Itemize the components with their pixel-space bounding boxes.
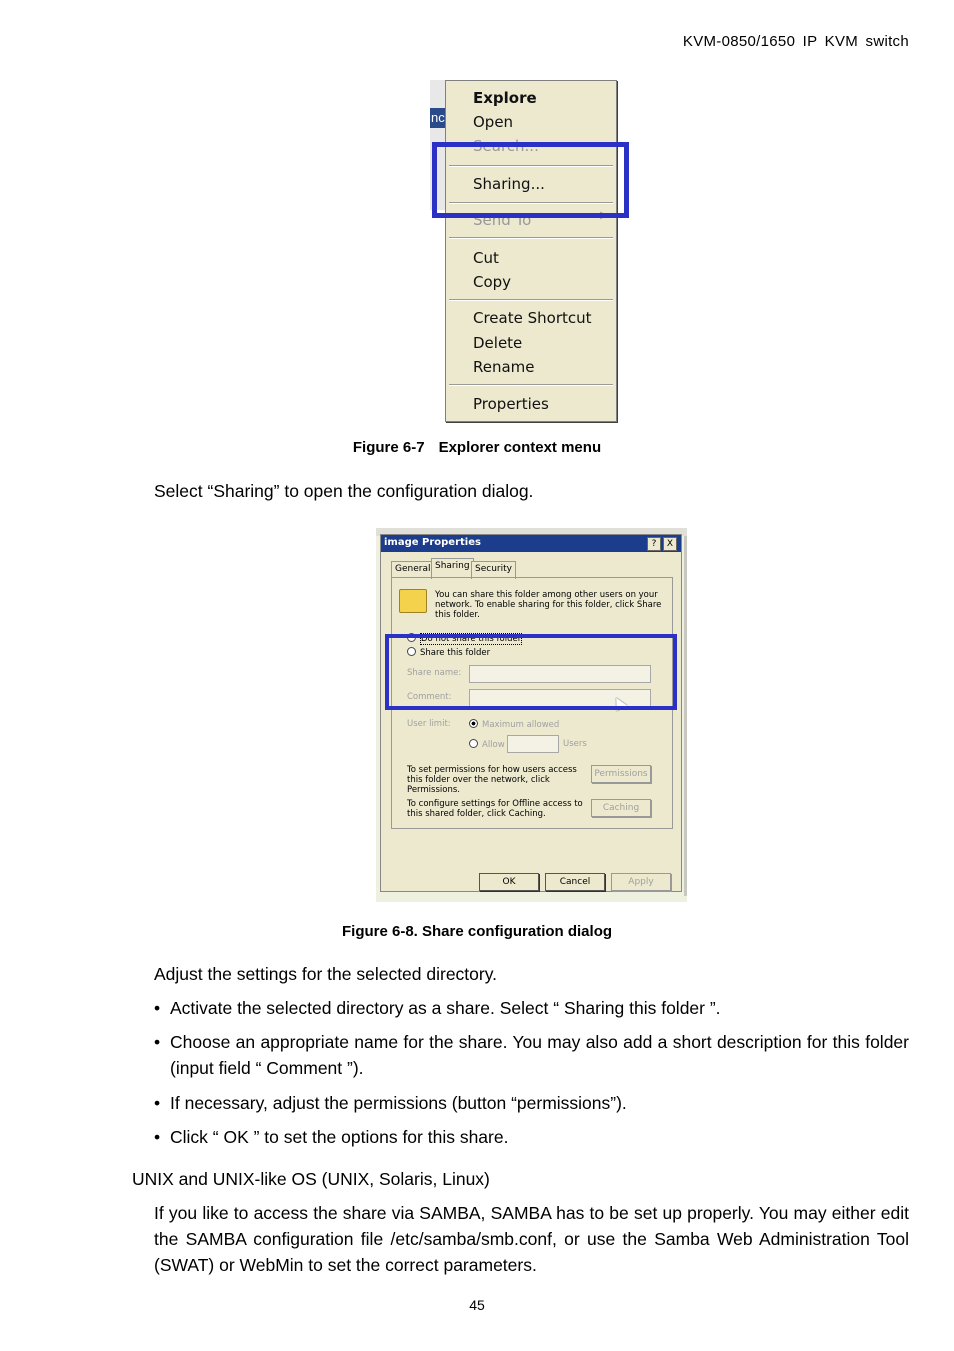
radio-maximum-allowed[interactable] (469, 719, 559, 730)
properties-dialog (380, 534, 682, 892)
menu-item-rename[interactable]: Rename (473, 358, 535, 376)
menu-item-sharing[interactable]: Sharing... (473, 175, 545, 193)
dialog-titlebar (381, 535, 681, 552)
bullet-text: If necessary, adjust the permissions (button “permissions”). (170, 1093, 627, 1113)
user-count-stepper[interactable] (507, 735, 559, 753)
paragraph-adjust-settings: Adjust the settings for the selected directory. (154, 964, 498, 984)
share-dialog-figure (376, 528, 687, 902)
menu-item-properties[interactable]: Properties (473, 395, 549, 413)
menu-item-cut[interactable]: Cut (473, 249, 499, 267)
paragraph-select-sharing: Select “Sharing” to open the configuration dialog. (154, 481, 534, 501)
radio-button-icon (469, 719, 478, 728)
tab-general[interactable]: General (391, 561, 434, 579)
figure-number: Figure 6-7 (352, 439, 425, 456)
menu-separator (449, 299, 613, 301)
bullet-mark: • (154, 1127, 161, 1147)
bullet-text: Activate the selected directory as a share. Select “ Sharing this folder ”. (170, 998, 721, 1018)
menu-item-create-shortcut[interactable]: Create Shortcut (473, 309, 592, 327)
share-name-label: Share name: (407, 668, 462, 678)
sharing-highlight-box (432, 142, 629, 218)
figure-caption-text: Explorer context menu (438, 439, 602, 456)
bullet-text: Click “ OK ” to set the options for this share. (170, 1127, 509, 1147)
page-number: 45 (469, 1297, 485, 1313)
menu-item-delete[interactable]: Delete (473, 334, 523, 352)
bullet-item (154, 1090, 909, 1116)
page-header: KVM-0850/1650 IP KVM switch (682, 33, 909, 50)
bullet-text: Choose an appropriate name for the share. You may also add a short description for this folder (input field “ Comment ”). (170, 1032, 909, 1078)
user-limit-label: User limit: (407, 719, 451, 729)
shared-folder-icon (399, 589, 427, 613)
bullet-item (154, 1124, 909, 1150)
bullet-mark: • (154, 1093, 161, 1113)
background-window-edge (684, 536, 687, 896)
permissions-info-text: To set permissions for how users access this folder over the network, click Permissions. (407, 765, 577, 795)
menu-separator (449, 384, 613, 386)
menu-item-send-to[interactable]: Send To (473, 211, 532, 229)
menu-item-open[interactable]: Open (473, 113, 514, 131)
radio-allow[interactable] (469, 739, 505, 750)
apply-button[interactable]: Apply (611, 873, 671, 891)
tab-security[interactable]: Security (471, 561, 516, 579)
bullet-item (154, 1029, 909, 1081)
menu-item-search[interactable]: Search... (473, 137, 539, 155)
menu-item-copy[interactable]: Copy (473, 273, 512, 291)
radio-allow-label: Allow (482, 740, 505, 750)
radio-button-icon (469, 739, 478, 748)
close-button[interactable]: X (663, 537, 677, 551)
caching-button[interactable]: Caching (591, 799, 651, 817)
sharing-intro-text: You can share this folder among other users on your network. To enable sharing for this folder, click Share this folder. (435, 590, 662, 620)
figure-caption-6-7 (0, 439, 954, 456)
help-button[interactable]: ? (647, 537, 661, 551)
caching-info-text: To configure settings for Offline access to this shared folder, click Caching. (407, 799, 583, 819)
comment-label: Comment: (407, 692, 452, 702)
radio-do-not-share-label: Do not share this folder (421, 634, 522, 644)
dialog-title: image Properties (384, 537, 481, 548)
permissions-button[interactable]: Permissions (591, 765, 651, 783)
context-menu-figure (430, 80, 635, 422)
context-menu (445, 80, 617, 422)
bullet-item (154, 995, 909, 1021)
figure-caption-6-8: Figure 6-8. Share configuration dialog (341, 923, 613, 940)
share-fields-highlight-box (385, 634, 677, 710)
tab-sharing[interactable]: Sharing (431, 558, 474, 579)
radio-share-label: Share this folder (420, 648, 491, 658)
ok-button[interactable]: OK (479, 873, 539, 891)
paragraph-samba-setup: If you like to access the share via SAMBA, SAMBA has to be set up properly. You may either edit the SAMBA configuration file /etc/samba/smb.conf, or use the Samba Web Administration Tool (SWAT) or WebMin to set the correct parameters. (154, 1203, 909, 1275)
cancel-button[interactable]: Cancel (545, 873, 605, 891)
users-label: Users (563, 739, 587, 749)
bullet-mark: • (154, 998, 161, 1018)
menu-item-explore[interactable]: Explore (473, 89, 537, 107)
submenu-arrow-icon: ▶ (600, 210, 608, 221)
bullet-mark: • (154, 1032, 161, 1052)
explorer-strip-text: nc (431, 110, 445, 125)
radio-maximum-allowed-label: Maximum allowed (482, 720, 560, 730)
menu-separator (449, 237, 613, 239)
section-heading: UNIX and UNIX-like OS (UNIX, Solaris, Linux) (132, 1169, 490, 1189)
